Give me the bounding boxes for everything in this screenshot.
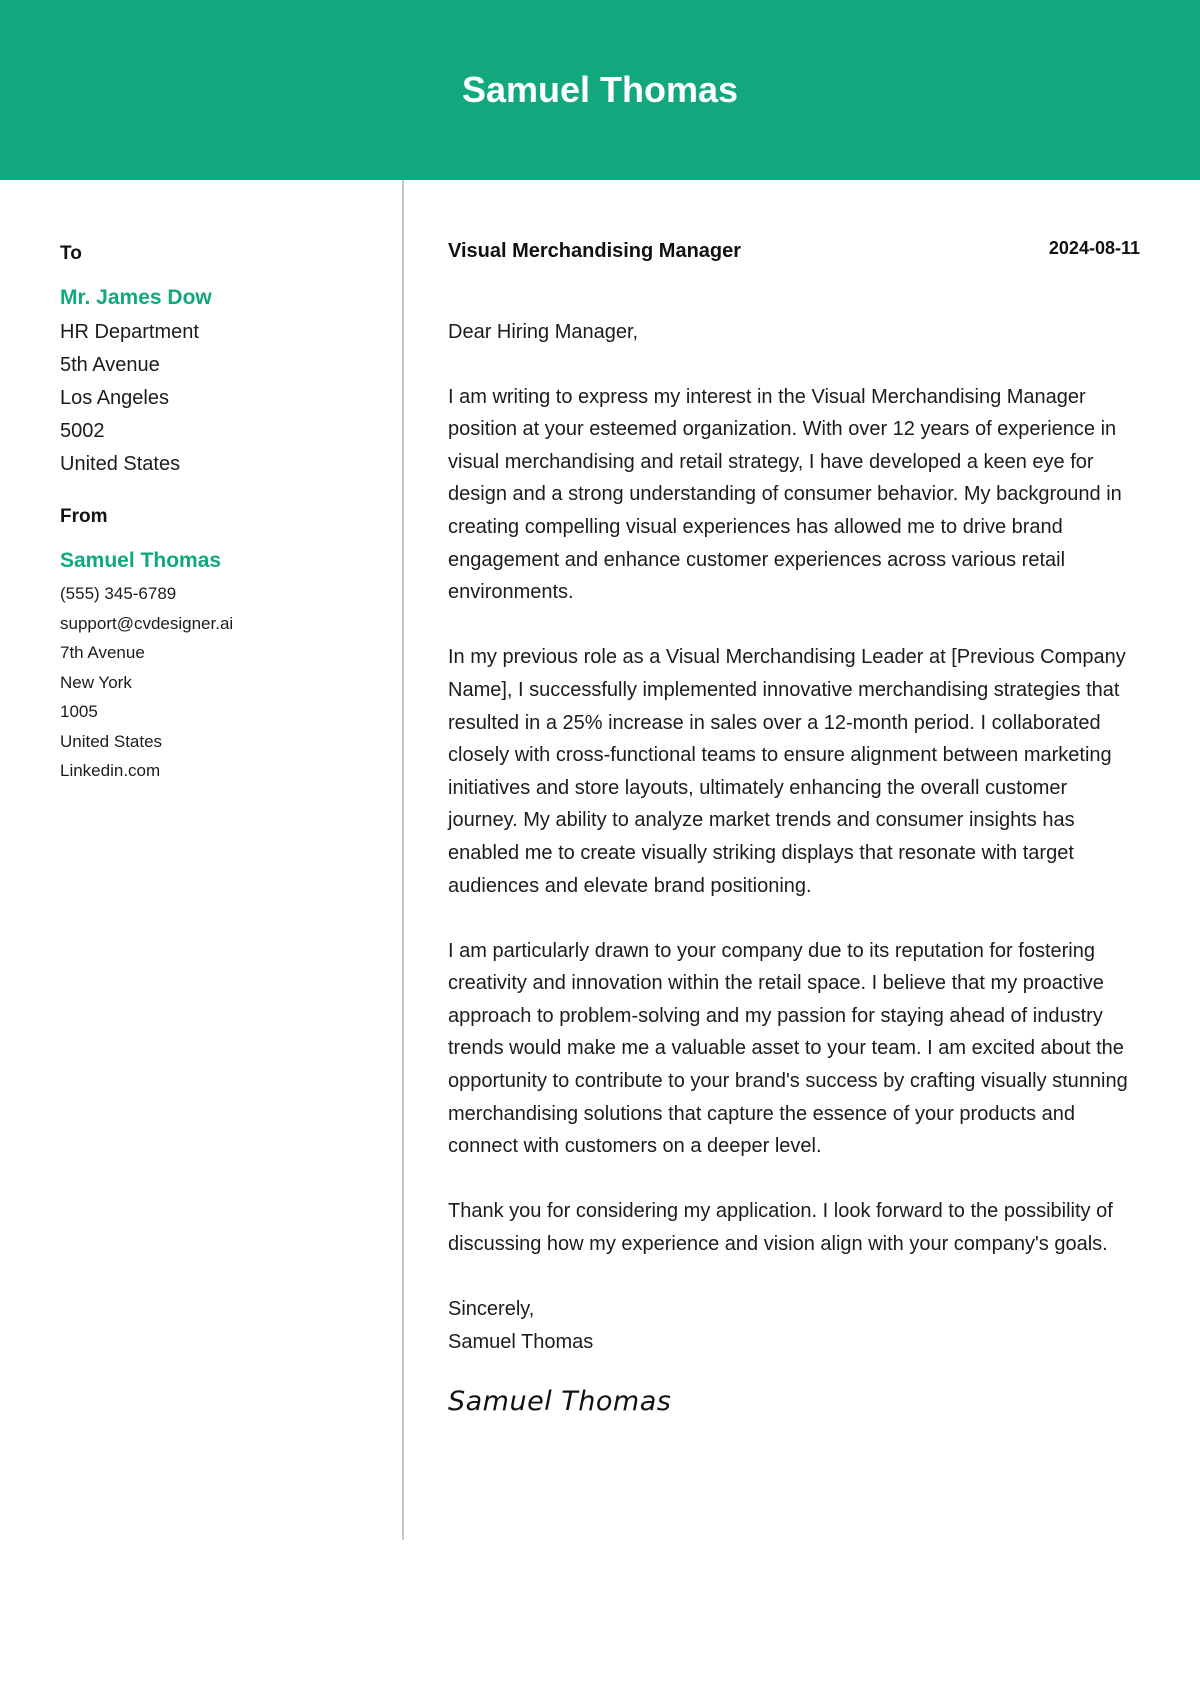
recipient-postal-code: 5002 bbox=[60, 420, 105, 442]
letter-date: 2024-08-11 bbox=[1048, 238, 1140, 258]
closing: Sincerely, bbox=[448, 1298, 535, 1321]
signature: Samuel Thomas bbox=[448, 1386, 672, 1418]
recipient-street: 5th Avenue bbox=[60, 354, 160, 376]
job-title: Visual Merchandising Manager bbox=[448, 240, 742, 262]
recipient-block bbox=[60, 236, 380, 481]
column-divider bbox=[402, 180, 404, 1540]
paragraph: Thank you for considering my application. I look forward to the possibility of discussing how my experience and vision align with your company's goals. bbox=[448, 1200, 1113, 1256]
recipient-name: Mr. James Dow bbox=[60, 286, 212, 309]
recipient-country: United States bbox=[60, 453, 181, 475]
header-banner bbox=[0, 0, 1200, 180]
closing-name: Samuel Thomas bbox=[448, 1330, 594, 1353]
sender-street: 7th Avenue bbox=[60, 643, 145, 662]
sender-postal-code: 1005 bbox=[60, 702, 98, 721]
sender-label: From bbox=[60, 506, 108, 527]
sender-email: support@cvdesigner.ai bbox=[60, 613, 234, 633]
page-title: Samuel Thomas bbox=[461, 69, 739, 110]
sender-linkedin: Linkedin.com bbox=[60, 761, 161, 780]
sender-phone: (555) 345-6789 bbox=[60, 584, 177, 603]
recipient-department: HR Department bbox=[60, 321, 199, 343]
sidebar bbox=[60, 236, 380, 786]
letter-content bbox=[448, 316, 1140, 1358]
recipient-label: To bbox=[60, 243, 82, 264]
paragraph: I am particularly drawn to your company due to its reputation for fostering creativity and innovation within the retail space. I believe that my proactive approach to problem-solving and my passion for staying ahead of industry trends would make me a valuable asset to your team. I am excited about the opportunity to contribute to your brand's success by crafting visually stunning merchandising solutions that capture the essence of your products and connect with customers on a deeper level. bbox=[448, 939, 1128, 1158]
salutation: Dear Hiring Manager, bbox=[448, 321, 639, 343]
sender-city: New York bbox=[60, 672, 132, 692]
sender-name: Samuel Thomas bbox=[60, 549, 222, 572]
recipient-city: Los Angeles bbox=[60, 387, 169, 409]
letter-body bbox=[448, 236, 1140, 1417]
sender-block bbox=[60, 499, 380, 786]
letter-heading bbox=[448, 236, 1140, 276]
sender-country: United States bbox=[60, 731, 163, 751]
paragraph: I am writing to express my interest in the Visual Merchandising Manager position at your esteemed organization. With over 12 years of experience in visual merchandising and retail strategy, I have developed a keen eye for design and a strong understanding of consumer behavior. My background in creating compelling visual experiences has allowed me to drive brand engagement and enhance customer experiences across various retail environments. bbox=[448, 385, 1122, 604]
paragraph: In my previous role as a Visual Merchandising Leader at [Previous Company Name], I successfully implemented innovative merchandising strategies that resulted in a 25% increase in sales over a 12-month period. I collaborated closely with cross-functional teams to ensure alignment between marketing initiatives and store layouts, ultimately enhancing the overall customer journey. My ability to analyze market trends and consumer insights has enabled me to create visually striking displays that resonate with target audiences and elevate brand positioning. bbox=[448, 646, 1126, 897]
